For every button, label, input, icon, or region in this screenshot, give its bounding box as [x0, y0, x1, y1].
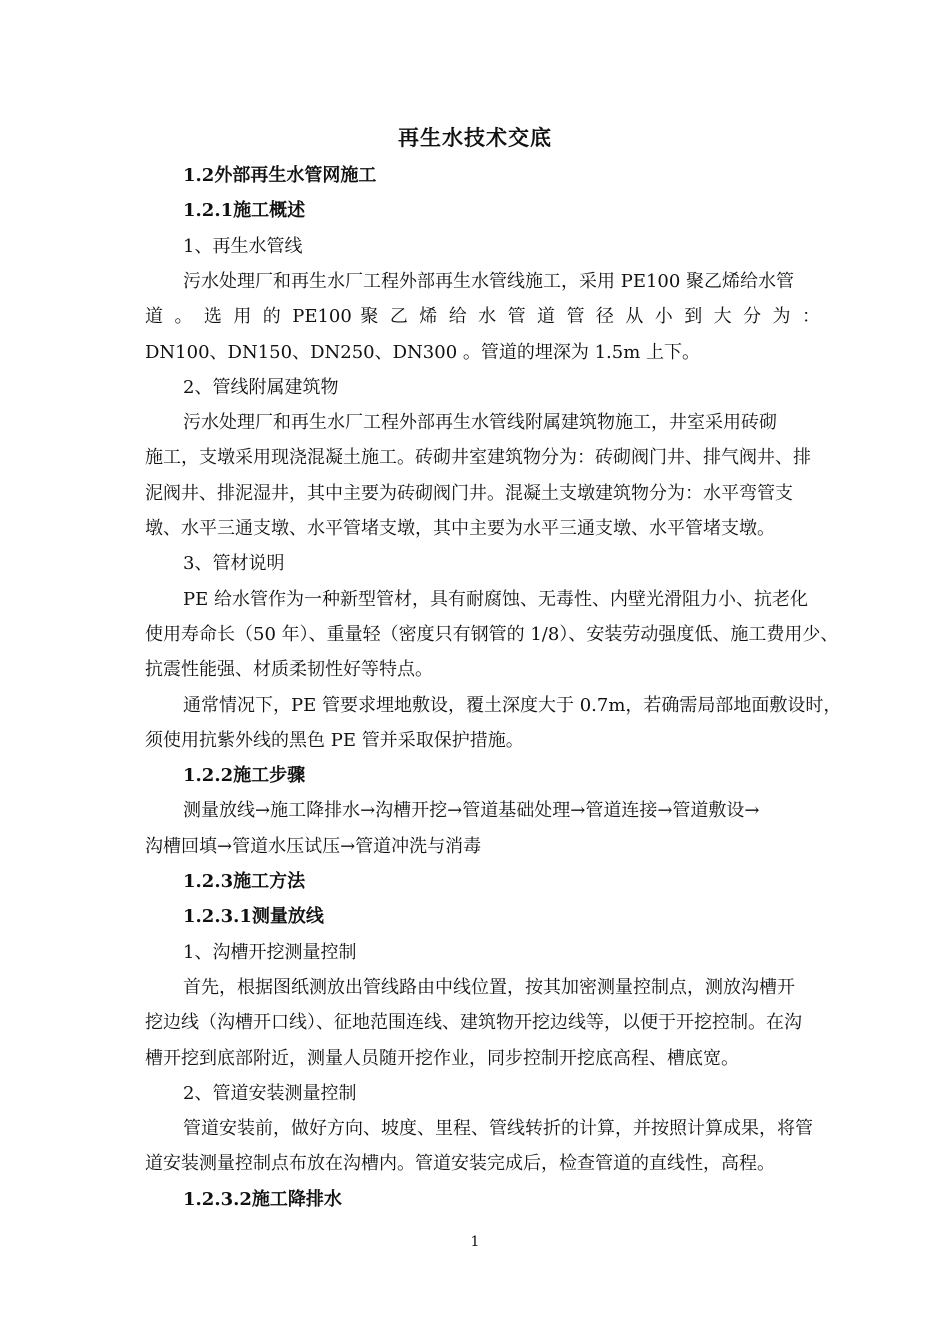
text-line: 1、沟槽开挖测量控制: [183, 942, 357, 963]
text-line: 污水处理厂和再生水厂工程外部再生水管线附属建筑物施工，井室采用砖砌: [183, 412, 777, 433]
text-line: DN100、DN150、DN250、DN300 。管道的埋深为 1.5m 上下。: [145, 342, 701, 363]
text-line: 2、管线附属建筑物: [183, 377, 339, 398]
text-line: 首先，根据图纸测放出管线路由中线位置，按其加密测量控制点，测放沟槽开: [183, 977, 795, 998]
text-line: 须使用抗紫外线的黑色 PE 管并采取保护措施。: [145, 730, 524, 751]
section-heading: 1.2.3.1测量放线: [183, 906, 324, 927]
section-heading: 1.2.2施工步骤: [183, 765, 306, 786]
text-line: PE 给水管作为一种新型管材，具有耐腐蚀、无毒性、内壁光滑阻力小、抗老化: [183, 589, 808, 610]
text-line: 污水处理厂和再生水厂工程外部再生水管线施工，采用 PE100 聚乙烯给水管: [183, 271, 795, 292]
section-heading: 1.2.1施工概述: [183, 200, 306, 221]
text-line: 抗震性能强、材质柔韧性好等特点。: [145, 659, 433, 680]
text-line: 墩、水平三通支墩、水平管堵支墩，其中主要为水平三通支墩、水平管堵支墩。: [145, 518, 775, 539]
text-line: 施工，支墩采用现浇混凝土施工。砖砌井室建筑物分为：砖砌阀门井、排气阀井、排: [145, 447, 811, 468]
section-heading: 1.2外部再生水管网施工: [183, 165, 377, 186]
text-line: 3、管材说明: [183, 553, 285, 574]
text-line: 挖边线（沟槽开口线）、征地范围连线、建筑物开挖边线等，以便于开挖控制。在沟: [145, 1012, 802, 1033]
section-heading: 1.2.3.2施工降排水: [183, 1189, 342, 1210]
text-line: 道 。 选 用 的 PE100 聚 乙 烯 给 水 管 道 管 径 从 小 到 大 分 为 ：: [145, 306, 820, 327]
text-line: 槽开挖到底部附近，测量人员随开挖作业，同步控制开挖底高程、槽底宽。: [145, 1048, 739, 1069]
text-line: 通常情况下，PE 管要求埋地敷设，覆土深度大于 0.7m，若确需局部地面敷设时，: [183, 695, 842, 716]
text-line: 道安装测量控制点布放在沟槽内。管道安装完成后，检查管道的直线性，高程。: [145, 1153, 775, 1174]
text-line: 管道安装前，做好方向、坡度、里程、管线转折的计算，并按照计算成果，将管: [183, 1118, 813, 1139]
text-line: 沟槽回填→管道水压试压→管道冲洗与消毒: [145, 836, 482, 857]
text-line: 泥阀井、排泥湿井，其中主要为砖砌阀门井。混凝土支墩建筑物分为：水平弯管支: [145, 483, 793, 504]
document-title: 再生水技术交底: [398, 125, 552, 150]
text-line: 1、再生水管线: [183, 236, 303, 257]
section-heading: 1.2.3施工方法: [183, 871, 306, 892]
text-line: 测量放线→施工降排水→沟槽开挖→管道基础处理→管道连接→管道敷设→: [183, 800, 760, 821]
page-number: 1: [470, 1234, 480, 1250]
text-line: 2、管道安装测量控制: [183, 1083, 357, 1104]
text-line: 使用寿命长（50 年）、重量轻（密度只有钢管的 1/8）、安装劳动强度低、施工费用少、: [145, 624, 839, 645]
